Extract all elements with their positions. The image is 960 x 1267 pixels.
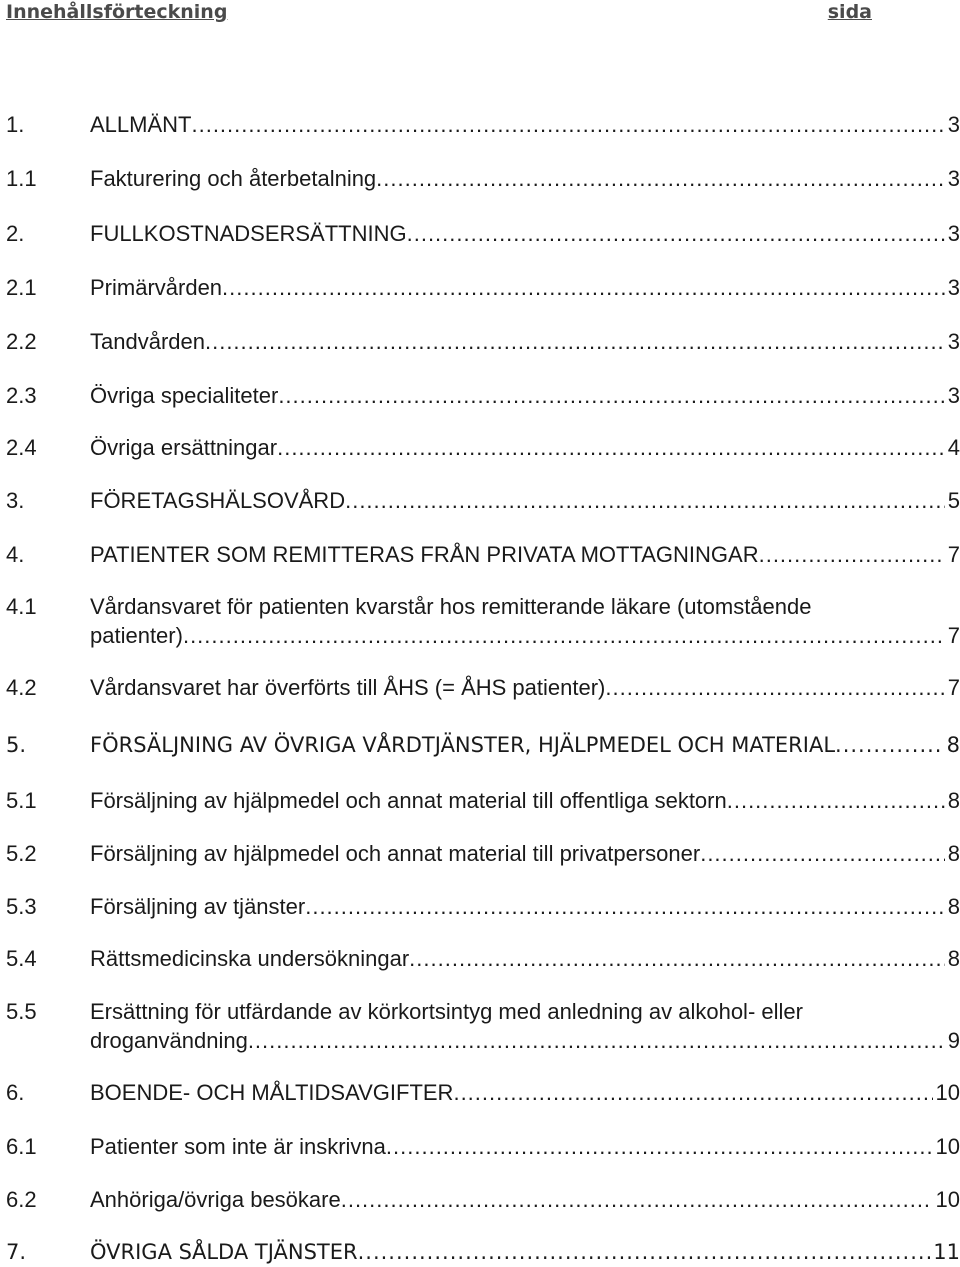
section-number: 2.3: [6, 383, 37, 408]
page-number: 10: [935, 1080, 960, 1105]
dot-leader: [386, 1132, 933, 1161]
section-title: Försäljning av tjänster: [90, 894, 306, 919]
section-title: Tandvården: [90, 329, 205, 354]
page-number: 10: [935, 1134, 960, 1159]
section-title: Övriga ersättningar: [90, 435, 278, 460]
page-number: 8: [947, 841, 960, 866]
section-title: droganvändning: [90, 1028, 248, 1053]
section-number: 5.5: [6, 999, 37, 1024]
dot-leader: [376, 164, 945, 193]
toc-header: [0, 0, 872, 26]
page-number: 9: [947, 1028, 960, 1053]
section-title: Fakturering och återbetalning: [90, 166, 377, 191]
page-number: 4: [947, 435, 960, 460]
dot-leader: [407, 219, 945, 248]
toc-title: Innehållsförteckning: [6, 1, 228, 23]
dot-leader: [835, 731, 944, 760]
section-number: 5.2: [6, 841, 37, 866]
page-number: 8: [946, 733, 960, 757]
section-title: Patienter som inte är inskrivna: [90, 1134, 386, 1159]
section-title: ALLMÄNT: [90, 112, 192, 137]
dot-leader: [277, 433, 945, 462]
section-title: FÖRETAGSHÄLSOVÅRD: [90, 488, 346, 513]
page-number: 8: [947, 894, 960, 919]
dot-leader: [605, 673, 944, 702]
dot-leader: [409, 944, 945, 973]
dot-leader: [759, 540, 945, 569]
section-number: 6.: [6, 1080, 25, 1105]
section-title-line-1: Vårdansvaret för patienten kvarstår hos remitterande läkare (utomstående: [90, 594, 812, 619]
section-number: 6.2: [6, 1187, 37, 1212]
dot-leader: [183, 621, 945, 650]
section-title: PATIENTER SOM REMITTERAS FRÅN PRIVATA MOTTAGNINGAR: [90, 542, 759, 567]
section-number: 4.: [6, 542, 25, 567]
section-title: FÖRSÄLJNING AV ÖVRIGA VÅRDTJÄNSTER, HJÄLPMEDEL OCH MATERIAL: [90, 733, 836, 757]
dot-leader: [222, 273, 945, 302]
section-title: Försäljning av hjälpmedel och annat material till offentliga sektorn: [90, 788, 727, 813]
dot-leader: [341, 1185, 933, 1214]
page-column-label: sida: [827, 1, 872, 23]
dot-leader: [278, 381, 944, 410]
dot-leader: [700, 839, 945, 868]
page-number: 7: [947, 623, 960, 648]
dot-leader: [305, 892, 945, 921]
page-number: 8: [947, 946, 960, 971]
dot-leader: [358, 1238, 931, 1267]
section-title: BOENDE- OCH MÅLTIDSAVGIFTER: [90, 1080, 454, 1105]
section-title: patienter): [90, 623, 183, 648]
page-number: 10: [935, 1187, 960, 1212]
page-number: 3: [947, 112, 960, 137]
page-number: 3: [947, 383, 960, 408]
page-number: 8: [947, 788, 960, 813]
dot-leader: [345, 486, 945, 515]
section-number: 2.4: [6, 435, 37, 460]
section-number: 4.1: [6, 594, 37, 619]
section-number: 1.: [6, 112, 25, 137]
section-number: 2.1: [6, 275, 37, 300]
page-number: 3: [947, 166, 960, 191]
section-number: 5.4: [6, 946, 37, 971]
section-title: Vårdansvaret har överförts till ÅHS (= ÅHS patienter): [90, 675, 606, 700]
section-title-line-1: Ersättning för utfärdande av körkortsintyg med anledning av alkohol- eller: [90, 999, 803, 1024]
page-number: 3: [947, 329, 960, 354]
section-number: 5.1: [6, 788, 37, 813]
section-number: 2.2: [6, 329, 37, 354]
dot-leader: [205, 327, 945, 356]
page-number: 7: [947, 675, 960, 700]
section-number: 5.: [6, 733, 27, 757]
section-number: 7.: [6, 1240, 27, 1264]
section-title: Primärvården: [90, 275, 223, 300]
dot-leader: [248, 1026, 945, 1055]
page-number: 5: [947, 488, 960, 513]
page-number: 3: [947, 275, 960, 300]
section-title: ÖVRIGA SÅLDA TJÄNSTER: [90, 1240, 358, 1264]
section-number: 1.1: [6, 166, 37, 191]
dot-leader: [191, 110, 944, 139]
section-title: Anhöriga/övriga besökare: [90, 1187, 341, 1212]
section-title: Rättsmedicinska undersökningar: [90, 946, 410, 971]
section-number: 4.2: [6, 675, 37, 700]
section-number: 6.1: [6, 1134, 37, 1159]
dot-leader: [453, 1078, 932, 1107]
section-title: FULLKOSTNADSERSÄTTNING: [90, 221, 407, 246]
section-number: 2.: [6, 221, 25, 246]
page-number: 7: [947, 542, 960, 567]
page-number: 3: [947, 221, 960, 246]
page-number: 11: [933, 1240, 960, 1264]
section-number: 5.3: [6, 894, 37, 919]
dot-leader: [727, 786, 945, 815]
section-number: 3.: [6, 488, 25, 513]
section-title: Försäljning av hjälpmedel och annat material till privatpersoner: [90, 841, 701, 866]
section-title: Övriga specialiteter: [90, 383, 279, 408]
